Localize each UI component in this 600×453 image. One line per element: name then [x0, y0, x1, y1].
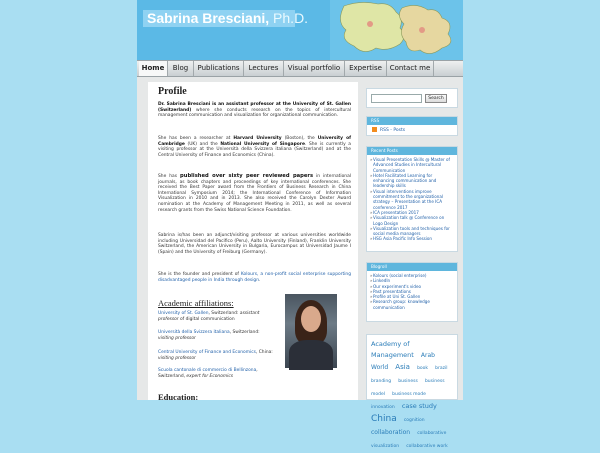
profile-photo: [285, 294, 337, 368]
recent-post-link[interactable]: » Hotel Facilitated Learning for enhancing communication and leadership skills: [367, 173, 457, 189]
profile-intro-rest: where she conducts research on the topics of intercultural management communication and visualization for organizational communication.: [158, 107, 351, 119]
tag-link[interactable]: business mode: [392, 392, 426, 397]
affiliation-role: assistant professor: [158, 311, 260, 322]
text-fragment: (Boston), the: [281, 136, 318, 141]
profile-intro: [158, 102, 351, 119]
text-fragment: in international journals, as book chapters and proceedings of key international conferences. She received the Best Paper award from the Frontiers of Business Research in China International Symposium 2014; the International Conference of Information Visualization in 2010 and in 2013. She also received the Carolyn Dexter Award nomination at the Academy of Management Meeting in 2011, as well as several research grants from the Swiss National Science Foundation.: [158, 174, 351, 213]
site-title-suffix: Ph.D.: [269, 10, 309, 26]
tag-link[interactable]: book: [417, 366, 429, 371]
world-map-graphic: [330, 0, 463, 60]
affiliations-heading: Academic affiliations:: [158, 298, 234, 308]
blogroll-link[interactable]: » Our experiment's video: [367, 284, 457, 289]
cambridge-bold: University of Cambridge: [158, 136, 351, 147]
affiliation-org-link[interactable]: Scuola cantonale di commercio di Bellinzona: [158, 368, 257, 373]
tag-cloud: [367, 335, 457, 453]
recent-posts-widget: [366, 146, 458, 252]
text-fragment: . She is currently a visiting professor at the Università della Svizzera italiana (Switzerland) and at the Central University of Finance and Economics (China).: [158, 141, 351, 158]
recent-posts-heading: Recent Posts: [367, 147, 457, 155]
profile-visiting: [158, 233, 351, 255]
recent-post-link[interactable]: » Visualization tools and techniques for social media managers: [367, 226, 457, 237]
tag-link[interactable]: China: [371, 414, 397, 424]
blogroll-link[interactable]: » Research group: knowledge communication: [367, 299, 457, 310]
nav-blog[interactable]: Blog: [168, 61, 194, 76]
affiliation-item: [158, 368, 276, 379]
nav-publications[interactable]: Publications: [194, 61, 244, 76]
photo-body: [289, 340, 333, 370]
rss-posts-label: RSS - Posts: [380, 128, 406, 133]
blogroll-link[interactable]: » LinkedIn: [367, 278, 457, 283]
text-fragment: She has been a researcher at: [158, 136, 234, 141]
recent-post-link[interactable]: » HSG Asia Pacific Info Session: [367, 236, 457, 241]
tag-link[interactable]: business model: [371, 379, 445, 397]
main-content: [148, 82, 358, 400]
tag-link[interactable]: collaboration: [371, 429, 411, 436]
kolours-link[interactable]: Kolours, a non-profit social enterprise supporting disadvantaged people in India through design: [158, 272, 351, 283]
recent-post-link[interactable]: » Visual interventions improve commitment to the organizational strategy – Presentation at the ICA conference 2017: [367, 189, 457, 210]
rss-posts-link[interactable]: [372, 127, 405, 133]
text-fragment: , China:: [255, 350, 273, 355]
harvard-bold: Harvard University: [233, 136, 282, 141]
affiliation-org-link[interactable]: University of St. Gallen: [158, 311, 209, 316]
photo-face: [301, 306, 321, 332]
nav-expertise[interactable]: Expertise: [345, 61, 387, 76]
search-input[interactable]: [371, 94, 422, 103]
tag-link[interactable]: case study: [401, 402, 437, 410]
text-fragment: , Switzerland:: [208, 311, 240, 316]
tag-link[interactable]: brazil: [435, 366, 448, 371]
nus-bold: National University of Singapore: [220, 141, 305, 147]
education-heading: Education:: [158, 392, 199, 402]
tag-link[interactable]: innovation: [371, 405, 395, 410]
affiliation-org-link[interactable]: Università della Svizzera italiana: [158, 330, 230, 335]
text-fragment: She is the founder and president of: [158, 272, 241, 277]
tag-cloud-widget: [366, 334, 458, 449]
site-header: [137, 0, 463, 60]
site-title[interactable]: [143, 10, 309, 27]
rss-icon: [372, 127, 377, 132]
page-title: Profile: [158, 86, 187, 97]
text-fragment: She has: [158, 174, 181, 179]
blogroll-link[interactable]: » Profile at Uni St. Gallen: [367, 294, 457, 299]
text-fragment: of digital communication: [178, 316, 235, 322]
nav-contact[interactable]: Contact me: [387, 61, 434, 76]
recent-post-link[interactable]: » ICA presentation 2017: [367, 210, 457, 215]
nav-visual-portfolio[interactable]: Visual portfolio: [284, 61, 345, 76]
tag-link[interactable]: cognition: [403, 418, 425, 423]
blogroll-widget: [366, 262, 458, 322]
tag-link[interactable]: Academy of Management: [371, 340, 414, 359]
tag-link[interactable]: collaborative: [417, 431, 447, 436]
profile-publications: [158, 174, 351, 213]
tag-link[interactable]: Asia: [395, 363, 410, 371]
nav-home[interactable]: Home: [139, 61, 168, 76]
tag-link[interactable]: Arab World: [371, 352, 435, 371]
text-fragment: , Switzerland,: [158, 368, 258, 379]
affiliation-org-link[interactable]: Central University of Finance and Economics: [158, 350, 256, 355]
recent-post-link[interactable]: » Visualization talk @ Conference on Logo Design: [367, 215, 457, 226]
tag-link[interactable]: branding: [371, 379, 392, 384]
text-fragment: (UK) and the: [184, 141, 221, 147]
recent-post-link[interactable]: » Visual Presentation Skills @ Master of Advanced Studies in Intercultural Communication: [367, 157, 457, 173]
rss-heading: RSS: [367, 117, 457, 125]
profile-intro-bold: Dr. Sabrina Bresciani is an assistant professor at the University of St. Gallen (Switzerland): [158, 102, 351, 113]
publications-bold: published over sixty peer reviewed papers: [180, 173, 314, 179]
nav-lectures[interactable]: Lectures: [244, 61, 284, 76]
text-fragment: , Switzerland:: [229, 330, 260, 335]
profile-founder: [158, 272, 351, 283]
affiliation-role: visiting professor: [158, 355, 196, 361]
blogroll-heading: Blogroll: [367, 263, 457, 271]
affiliation-role: visiting professor: [158, 335, 196, 341]
tag-link[interactable]: visualization: [371, 444, 400, 449]
affiliation-role: expert for Economics: [186, 373, 234, 379]
affiliation-item: [158, 311, 276, 322]
blogroll-link[interactable]: » Kolours (social enterprise): [367, 273, 457, 278]
text-fragment: Sabrina is/has been an adjunct/visiting professor at various universities worldwide including Universidad del Pacifico (Peru), Aalto University (Finland), Franklin University Switzerland, the American University in Bulgaria, Eurocampus at Universidad Jaume I (Spain) and the University of Freiburg (Germany).: [158, 233, 351, 255]
affiliation-item: [158, 350, 276, 361]
text-fragment: .: [259, 277, 261, 283]
blogroll-link[interactable]: » Past presentations: [367, 289, 457, 294]
rss-widget: [366, 116, 458, 136]
tag-link[interactable]: business: [398, 379, 418, 384]
search-button[interactable]: Search: [425, 94, 447, 103]
affiliation-item: [158, 330, 276, 341]
main-nav: [137, 60, 463, 77]
tag-link[interactable]: collaborative work: [406, 444, 448, 449]
site-title-name: Sabrina Bresciani,: [147, 10, 270, 26]
profile-researcher: [158, 136, 351, 158]
